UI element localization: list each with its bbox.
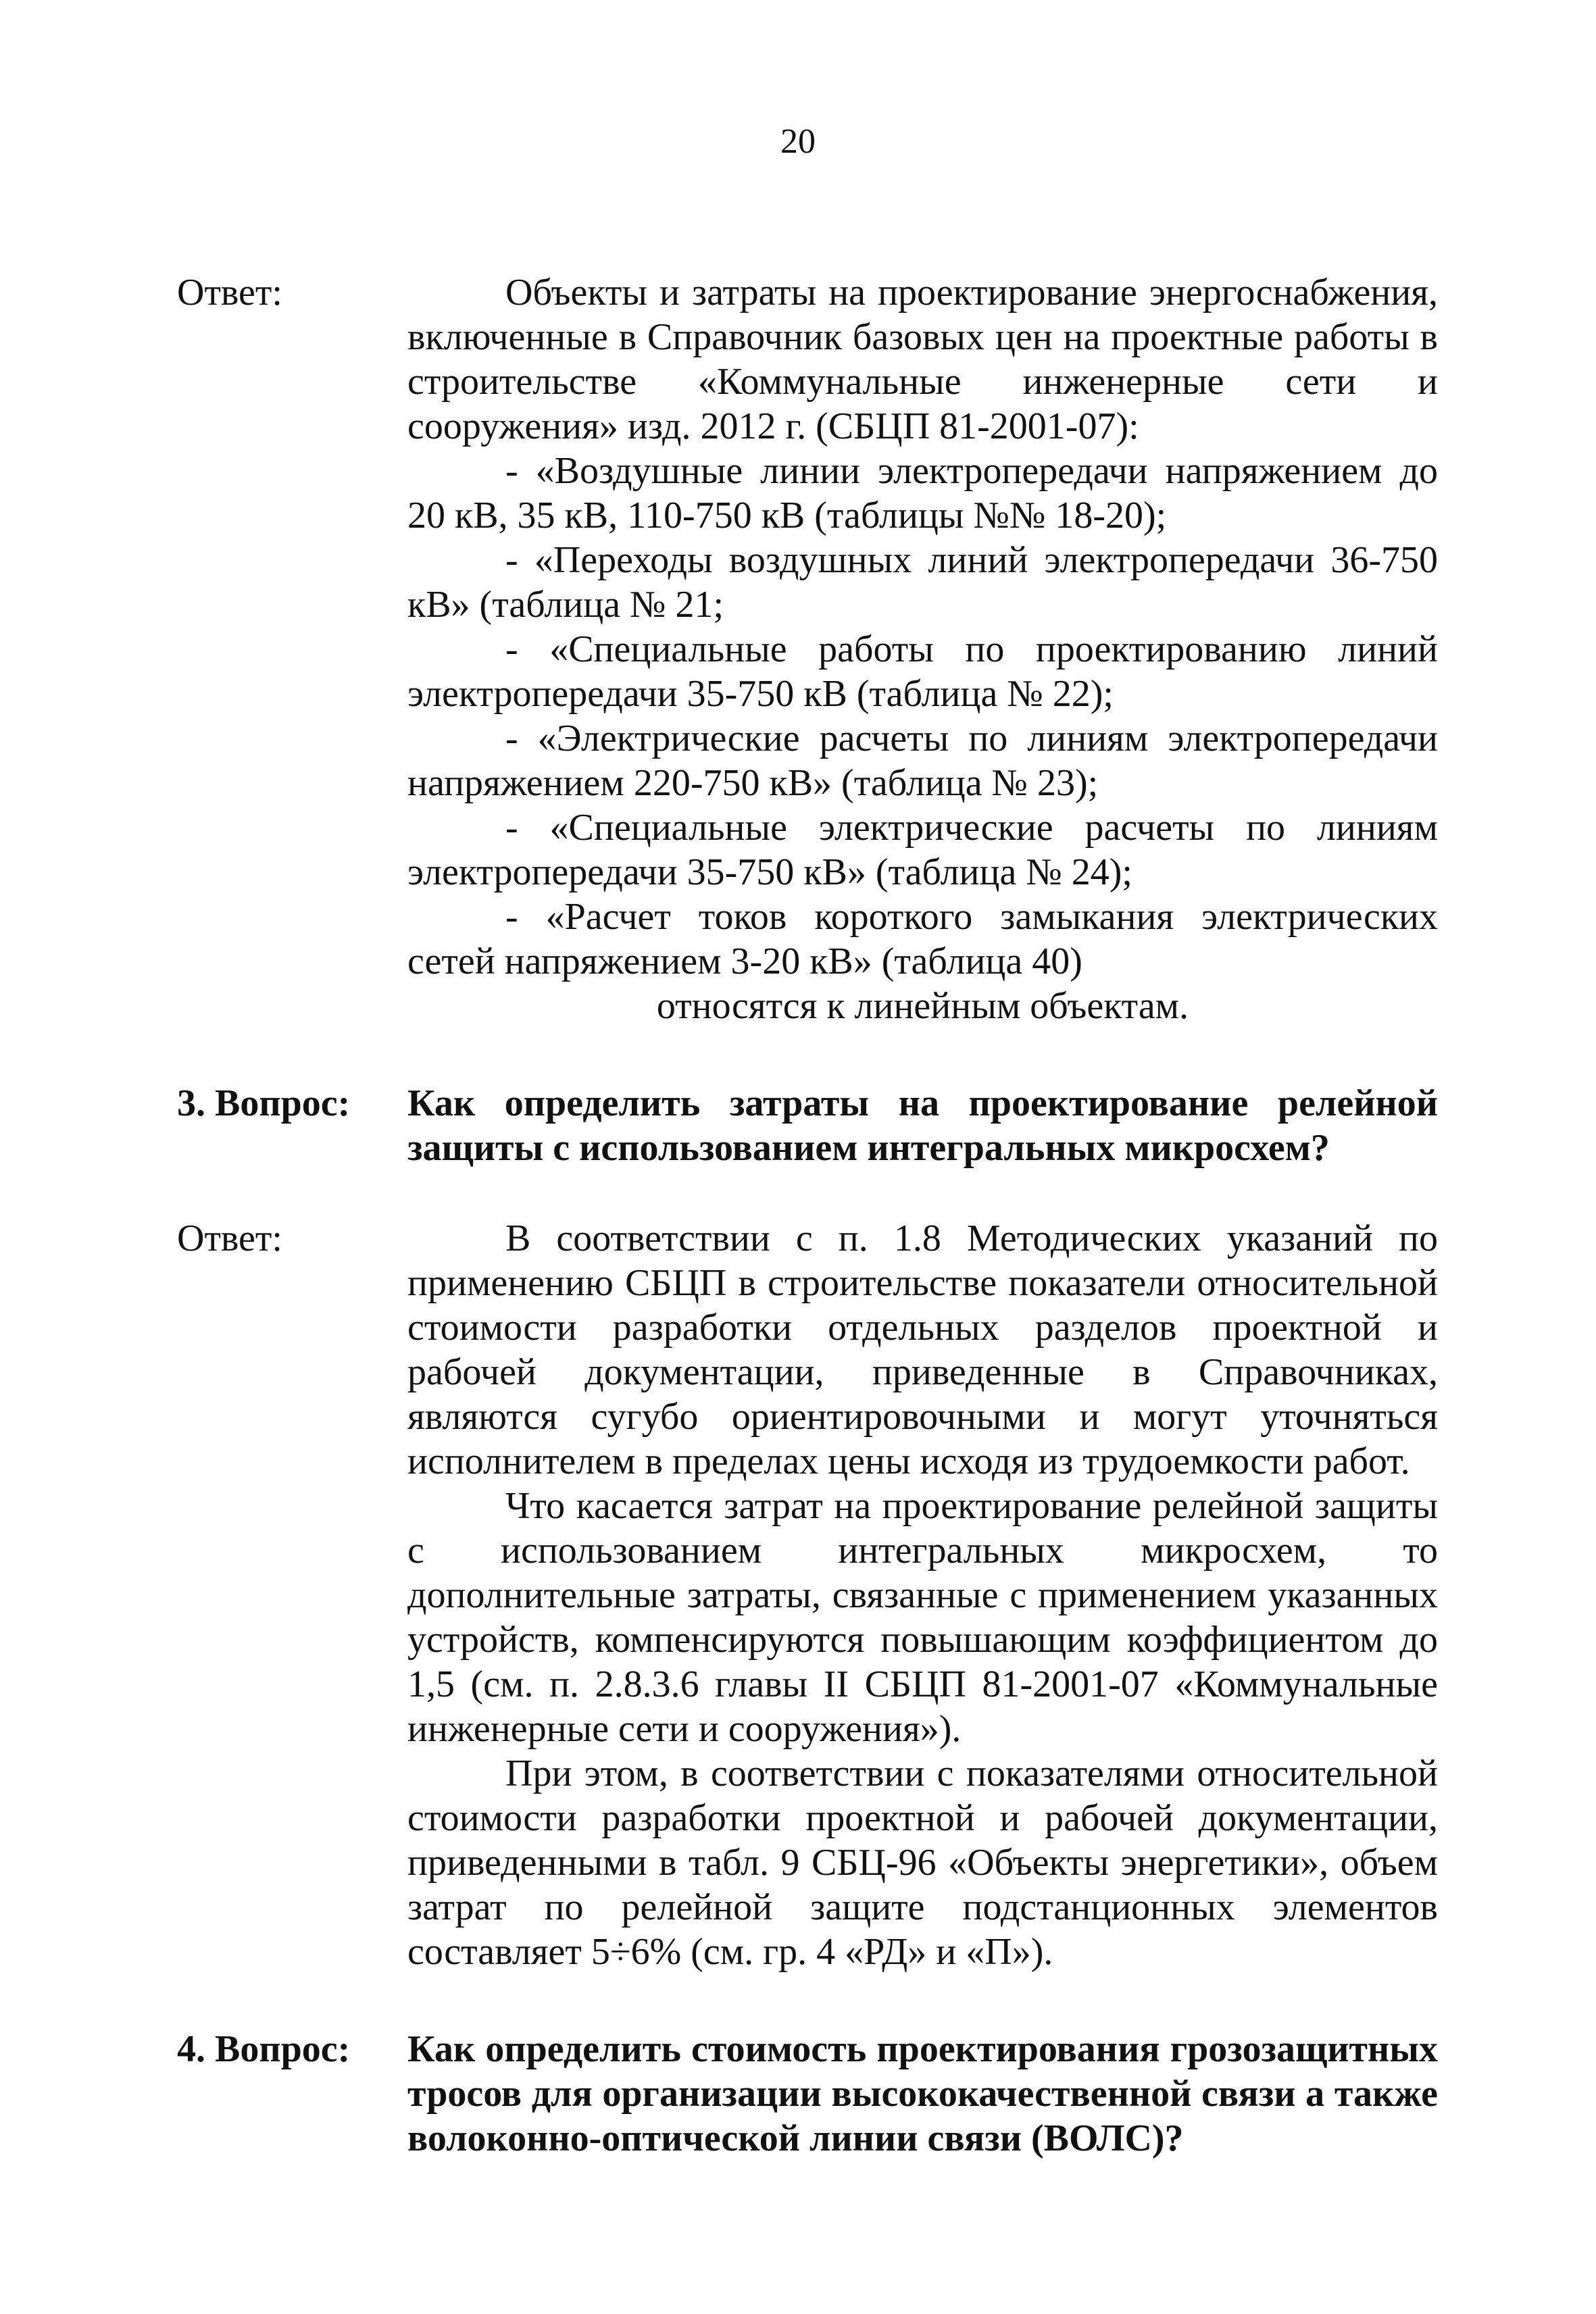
question-3-body xyxy=(407,1081,1438,1170)
answer-3-label: Ответ: xyxy=(177,1217,282,1259)
answer-1-item: - «Специальные электрические расчеты по линиям электропередачи 35-750 кВ» (таблица № 24); xyxy=(407,807,1438,893)
answer-1-item: - «Специальные работы по проектированию линий электропередачи 35-750 кВ (таблица № 22); xyxy=(407,628,1438,715)
answer-1-item: - «Электрические расчеты по линиям электропередачи напряжением 220-750 кВ» (таблица № 23); xyxy=(407,718,1438,804)
answer-3-paragraph: Что касается затрат на проектирование релейной защиты с использованием интегральных микросхем, то дополнительные затраты, связанные с применением указанных устройств, компенсируются повышающим коэффициентом до 1,5 (см. п. 2.8.3.6 главы II СБЦП 81-2001-07 «Коммунальные инженерные сети и сооружения»). xyxy=(407,1485,1438,1750)
answer-1-label: Ответ: xyxy=(177,272,282,313)
question-4-body xyxy=(407,2027,1438,2161)
answer-1-conclusion: относятся к линейным объектам. xyxy=(656,985,1189,1027)
answer-1-item: - «Расчет токов короткого замыкания электрических сетей напряжением 3-20 кВ» (таблица 40) xyxy=(407,896,1438,982)
question-3-label: 3. Вопрос: xyxy=(177,1082,351,1124)
answer-1-body xyxy=(407,270,1438,1028)
page-number: 20 xyxy=(780,122,816,161)
question-4-text: Как определить стоимость проектирования грозозащитных тросов для организации высококачественной связи а также волоконно-оптической линии связи (ВОЛС)? xyxy=(407,2028,1438,2159)
answer-1-intro: Объекты и затраты на проектирование энергоснабжения, включенные в Справочник базовых цен на проектные работы в строительстве «Коммунальные инженерные сети и сооружения» изд. 2012 г. (СБЦП 81-2001-07): xyxy=(407,272,1438,447)
answer-3-paragraph: В соответствии с п. 1.8 Методических указаний по применению СБЦП в строительстве показатели относительной стоимости разработки отдельных разделов проектной и рабочей документации, приведенные в Справочниках, являются сугубо ориентировочными и могут уточняться исполнителем в пределах цены исходя из трудоемкости работ. xyxy=(407,1217,1438,1482)
question-4-label: 4. Вопрос: xyxy=(177,2028,351,2070)
answer-1-item: - «Переходы воздушных линий электропередачи 36-750 кВ» (таблица № 21; xyxy=(407,539,1438,626)
answer-3-paragraph: При этом, в соответствии с показателями относительной стоимости разработки проектной и рабочей документации, приведенными в табл. 9 СБЦ-96 «Объекты энергетики», объем затрат по релейной защите подстанционных элементов составляет 5÷6% (см. гр. 4 «РД» и «П»). xyxy=(407,1753,1438,1973)
question-3-text: Как определить затраты на проектирование релейной защиты с использованием интегральных микросхем? xyxy=(407,1082,1438,1169)
answer-1-item: - «Воздушные линии электропередачи напряжением до 20 кВ, 35 кВ, 110-750 кВ (таблицы №№ 18-20); xyxy=(407,450,1438,536)
answer-3-body xyxy=(407,1216,1438,1974)
